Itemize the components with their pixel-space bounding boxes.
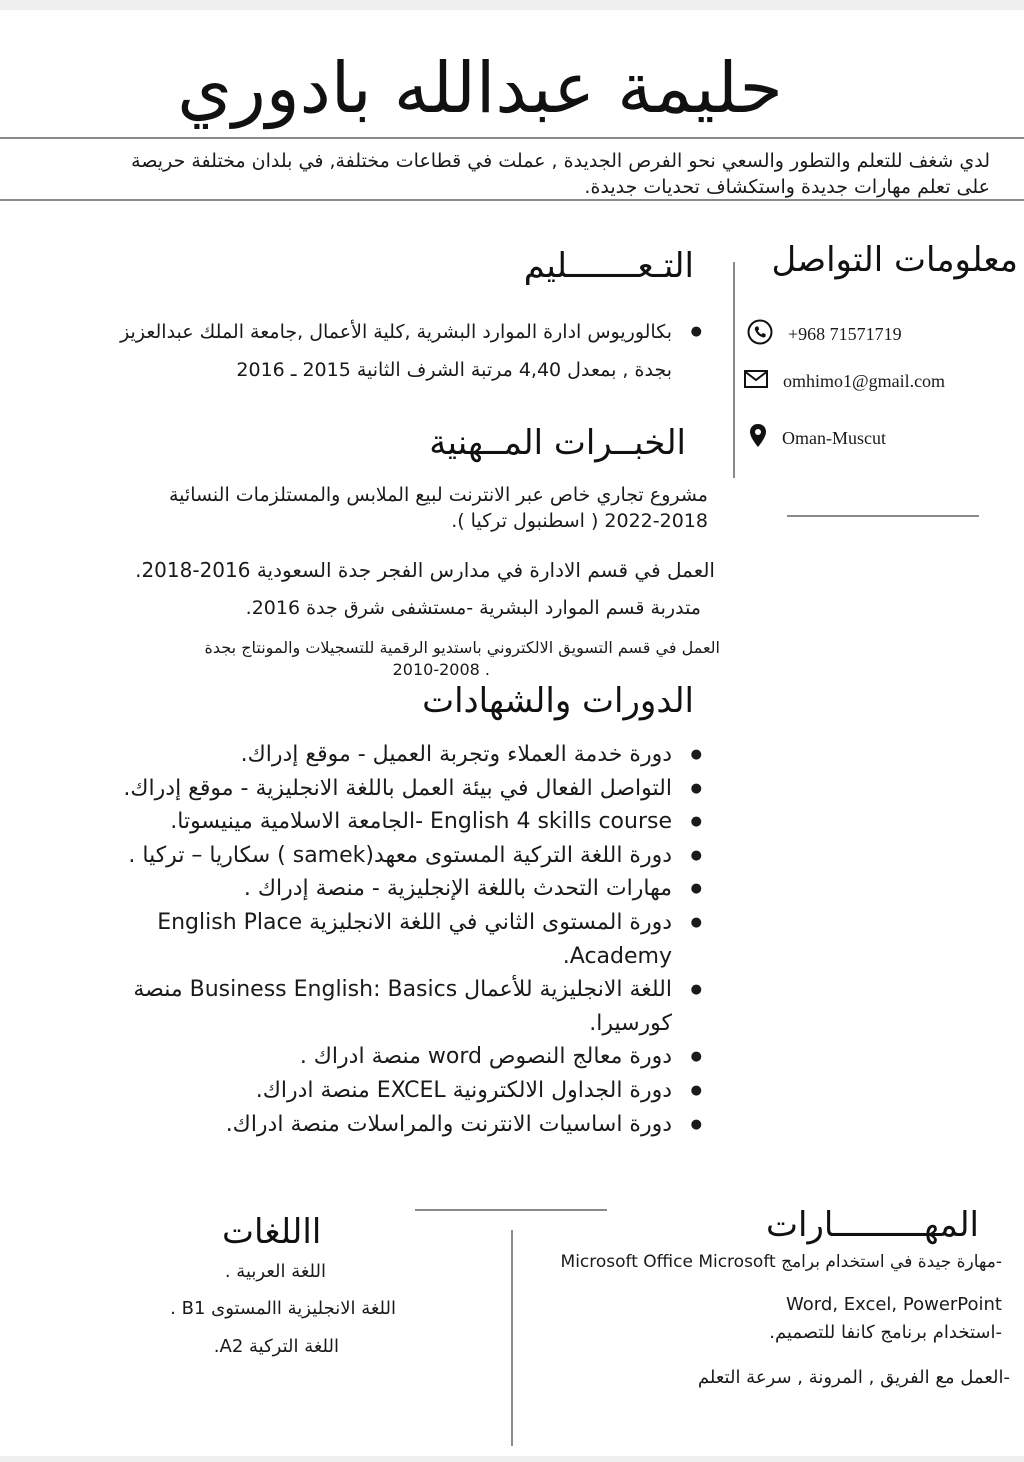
skills-line: -العمل مع الفريق , المرونة , سرعة التعلم [697,1367,1010,1388]
contact-heading: معلومات التواصل [771,240,1018,280]
summary-line: لدي شغف للتعلم والتطور والسعي نحو الفرص الجديدة , عملت في قطاعات مختلفة, في بلدان مختلفة حريصة [131,150,990,172]
contact-divider [733,262,735,478]
skills-languages-divider [511,1230,513,1446]
experience-item [68,482,708,534]
course-item: ● اللغة الانجليزية للأعمال Business English: Basics منصة كورسيرا. [116,973,706,1040]
languages-heading: االلغات [222,1212,322,1252]
experience-item: العمل في قسم الادارة في مدارس الفجر جدة السعودية 2016-2018. [135,558,715,582]
contact-bottom-divider [787,515,979,517]
mail-icon [743,368,769,395]
experience-line: مشروع تجاري خاص عبر الانترنت لبيع الملابس والمستلزمات النسائية [168,484,708,506]
profile-summary [40,148,990,200]
email-address[interactable]: omhimo1@gmail.com [783,371,946,391]
education-entry [66,319,706,383]
summary-line: على تعلم مهارات جديدة واستكشاف تحديات جديدة. [584,176,990,198]
location-pin-icon [748,423,768,454]
language-item: اللغة التركية A2. [213,1336,339,1357]
phone-number[interactable]: +968 71571719 [788,324,902,344]
course-item: ● دورة الجداول الالكترونية EXCEL منصة ادراك. [116,1074,706,1108]
education-details: بجدة , بمعدل 4,40 مرتبة الشرف الثانية 2015 ـ 2016 [236,359,672,381]
language-item: اللغة الانجليزية االمستوى B1 . [170,1298,396,1319]
experience-item: متدربة قسم الموارد البشرية -مستشفى شرق جدة 2016. [245,597,701,619]
candidate-name: حليمة عبدالله بادوري [177,47,783,129]
skills-line: -مهارة جيدة في استخدام برامج Microsoft Office Microsoft [560,1252,1002,1272]
courses-heading: الدورات والشهادات [422,681,694,721]
header-divider-top [0,137,1024,139]
contact-email [743,368,945,395]
resume-page [0,10,1024,1456]
experience-line: 2022-2018 ( اسطنبول تركيا ). [451,510,708,532]
experience-heading: الخبــرات المــهنية [429,423,686,463]
header-divider-bottom [0,199,1024,201]
course-item: ● دورة المستوى الثاني في اللغة الانجليزية English Place Academy. [116,906,706,973]
experience-line: . 2010-2008 [392,660,490,679]
course-item: ● التواصل الفعال في بيئة العمل باللغة الانجليزية - موقع إدراك. [116,772,706,806]
bottom-section-divider [415,1209,607,1211]
course-item: ● مهارات التحدث باللغة الإنجليزية - منصة إدراك . [116,872,706,906]
phone-icon [746,318,774,351]
contact-location [748,423,886,454]
course-item: ● دورة خدمة العملاء وتجربة العميل - موقع إدراك. [116,738,706,772]
language-item: اللغة العربية . [224,1261,326,1282]
course-item: ● English 4 skills course -الجامعة الاسلامية مينيسوتا. [116,805,706,839]
skills-heading: المهـــــــــارات [765,1205,979,1245]
education-heading: التـعـــــــليم [523,246,694,286]
course-item: ● دورة اللغة التركية المستوى معهد(samek ) سكاريا – تركيا . [116,839,706,873]
course-item: ● دورة معالج النصوص word منصة ادراك . [116,1040,706,1074]
course-item: ● دورة اساسيات الانترنت والمراسلات منصة ادراك. [116,1108,706,1142]
experience-line: العمل في قسم التسويق الالكتروني باستديو الرقمية للتسجيلات والمونتاج بجدة [204,638,720,657]
education-degree: ● بكالوريوس ادارة الموارد البشرية ,كلية الأعمال ,جامعة الملك عبدالعزيز [66,319,706,345]
location-text: Oman-Muscut [782,428,886,448]
courses-list [116,738,706,1141]
skills-line: Word, Excel, PowerPoint [786,1294,1002,1315]
skills-line: -استخدام برنامج كانفا للتصميم. [769,1322,1002,1343]
contact-phone [746,318,902,351]
experience-item [20,637,720,681]
